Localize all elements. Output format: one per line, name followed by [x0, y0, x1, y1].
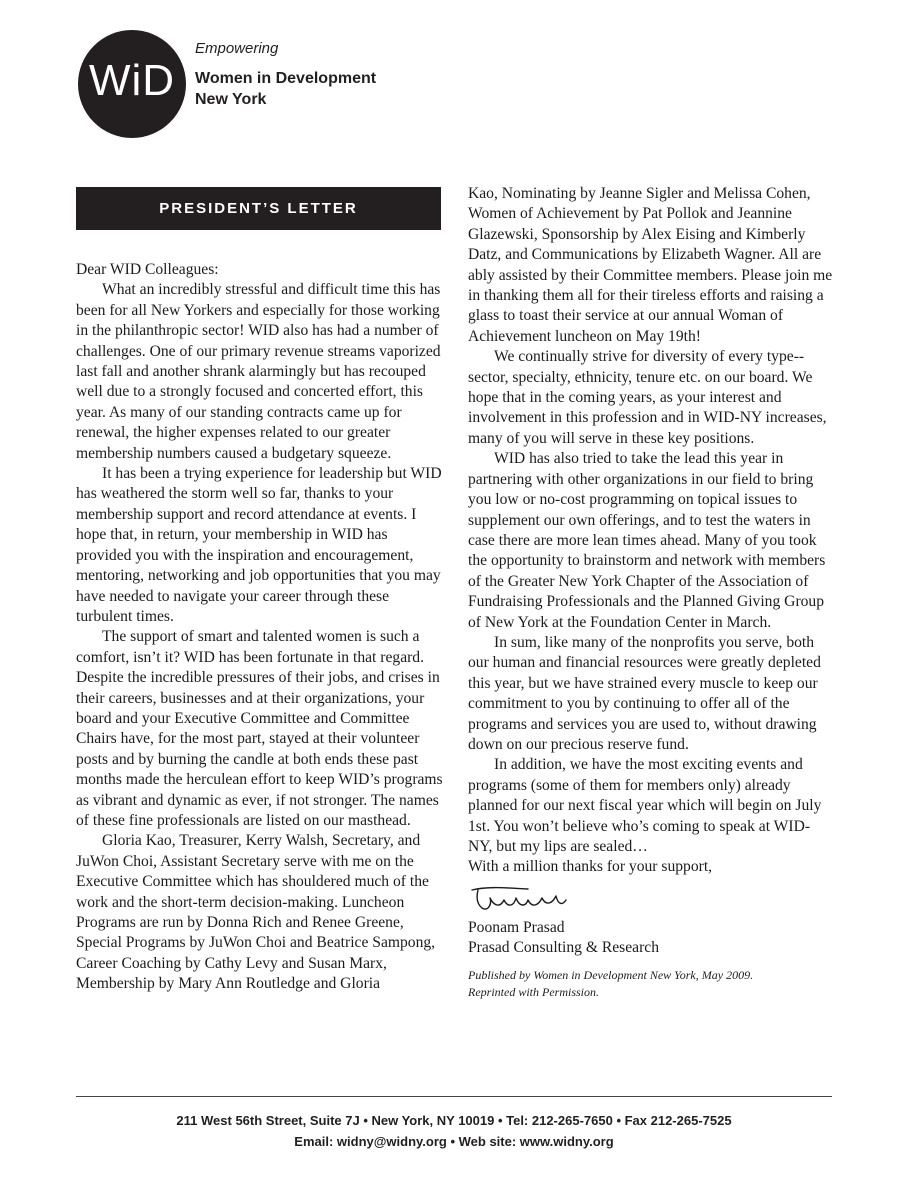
- footer-address: 211 West 56th Street, Suite 7J • New York, NY 10019 • Tel: 212-265-7650 • Fax 212-265-7525: [176, 1113, 732, 1128]
- tagline: Empowering: [195, 40, 279, 57]
- signer-company: Prasad Consulting & Research: [468, 939, 659, 957]
- paragraph: The support of smart and talented women is such a comfort, isn’t it? WID has been fortunate in that regard. Despite the incredible pressures of their jobs, and crises in their careers, businesses and at their organizations, your board and your Executive Committee and Committee Chairs have, for the most part, stayed at their volunteer posts and by burning the candle at both ends these past months made the herculean effort to keep WID’s programs as vibrant and dynamic as ever, if not stronger. The names of these fine professionals are listed on our masthead.: [76, 628, 443, 829]
- paragraph: We continually strive for diversity of every type--sector, specialty, ethnicity, tenure etc. on our board. We hope that in the coming years, as your interest and involvement in this profession and in WID-NY increases, many of you will serve in these key positions.: [468, 348, 827, 447]
- paragraph: Kao, Nominating by Jeanne Sigler and Melissa Cohen, Women of Achievement by Pat Pollok and Jeannine Glazewski, Sponsorship by Alex Eising and Kimberly Datz, and Communications by Elizabeth Wagner. All are ably assisted by their Committee members. Please join me in thanking them all for their tireless efforts and raising a glass to toast their service at our annual Woman of Achievement luncheon on May 19th!: [468, 185, 833, 345]
- paragraph: What an incredibly stressful and difficult time this has been for all New Yorkers and especially for those working in the philanthropic sector! WID also has had a number of challenges. One of our primary revenue streams vaporized last fall and another shrank alarmingly but has recouped well due to a strongly focused and concerted effort, this year. As many of our standing contracts came up for renewal, the higher expenses related to our greater membership numbers caused a budgetary squeeze.: [76, 281, 441, 462]
- org-heading: [195, 40, 376, 110]
- credit-line-2: Reprinted with Permission.: [468, 984, 599, 999]
- footer-divider: [76, 1096, 832, 1097]
- footer-contact: [76, 1110, 832, 1152]
- signer-name: Poonam Prasad: [468, 918, 565, 936]
- letter-column-right: [468, 184, 833, 1001]
- logo-text: WiD: [88, 56, 176, 105]
- signature-image: [468, 882, 568, 916]
- paragraph: WID has also tried to take the lead this year in partnering with other organizations in our field to bring you low or no-cost programming on topical issues to supplement our own offerings, and to test the waters in case there are more lean times ahead. Many of you took the opportunity to brainstorm and network with members of the Greater New York Chapter of the Association of Fundraising Professionals and the Planned Giving Group of New York at the Foundation Center in March.: [468, 450, 826, 631]
- letter-column-left: [76, 260, 444, 995]
- section-banner: PRESIDENT’S LETTER: [76, 187, 441, 230]
- org-name-line1: Women in Development: [195, 70, 377, 87]
- salutation: Dear WID Colleagues:: [76, 261, 219, 278]
- paragraph: Gloria Kao, Treasurer, Kerry Walsh, Secretary, and JuWon Choi, Assistant Secretary serve with me on the Executive Committee which has shouldered much of the work and the short-term decision-making. Luncheon Programs are run by Donna Rich and Renee Greene, Special Programs by JuWon Choi and Beatrice Sampong, Career Coaching by Cathy Levy and Susan Marx, Membership by Mary Ann Routledge and Gloria: [76, 832, 436, 993]
- closing-line: With a million thanks for your support,: [468, 858, 713, 876]
- credit-line-1: Published by Women in Development New York, May 2009.: [468, 967, 754, 982]
- footer-web: Email: widny@widny.org • Web site: www.widny.org: [294, 1134, 614, 1149]
- paragraph: It has been a trying experience for leadership but WID has weathered the storm well so far, thanks to your membership support and record attendance at events. I hope that, in return, your membership in WID has provided you with the inspiration and encouragement, mentoring, networking and job opportunities that you may have needed to navigate your career through these turbulent times.: [76, 465, 442, 625]
- org-name-line2: New York: [195, 91, 267, 108]
- publication-credit: [468, 967, 833, 1001]
- wid-logo: [78, 30, 186, 138]
- paragraph: In sum, like many of the nonprofits you serve, both our human and financial resources were greatly depleted this year, but we have strained every muscle to keep our commitment to you by continuing to offer all of the programs and services you are used to, without drawing down on our precious reserve fund.: [468, 633, 821, 753]
- paragraph: In addition, we have the most exciting events and programs (some of them for members only) already planned for our next fiscal year which will begin on July 1st. You won’t believe who’s coming to speak at WID-NY, but my lips are sealed…: [468, 756, 822, 855]
